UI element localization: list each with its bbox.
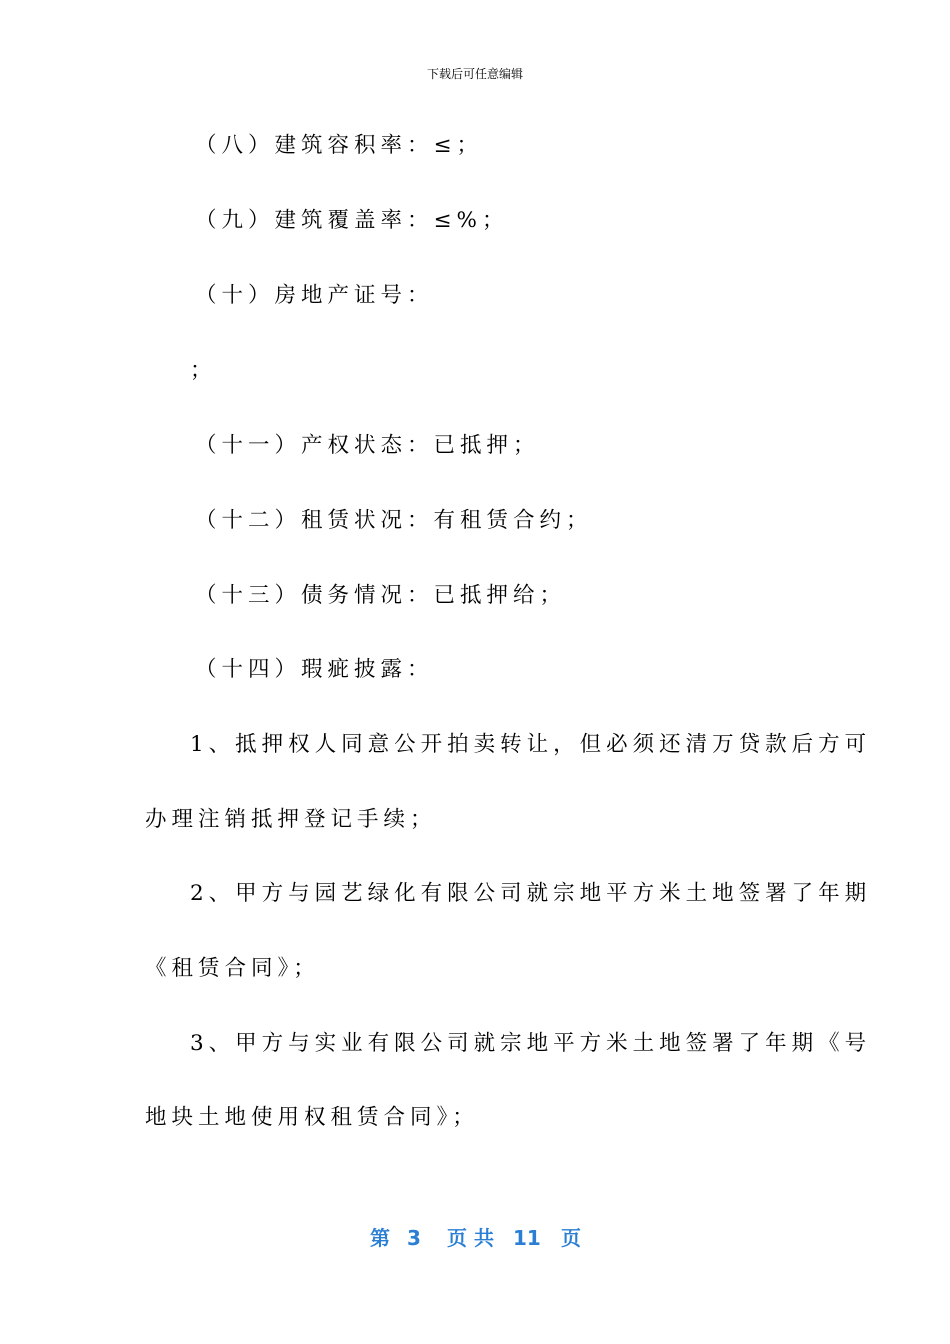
disclosure-item-1: 1、抵押权人同意公开拍卖转让，但必须还清万贷款后方可	[190, 732, 872, 757]
clause-11-property-status: （十一）产权状态：已抵押；	[195, 433, 540, 458]
page-header: 下载后可任意编辑	[426, 67, 523, 81]
footer-total-pages: 11	[513, 1226, 541, 1250]
clause-14-defect-disclosure: （十四）瑕疵披露：	[195, 657, 434, 682]
clause-10-property-certificate: （十）房地产证号：	[195, 283, 434, 308]
disclosure-item-3: 3、甲方与实业有限公司就宗地平方米土地签署了年期《号	[190, 1031, 872, 1056]
clause-10-continuation: ；	[190, 358, 217, 383]
footer-current-page: 3	[407, 1226, 421, 1250]
footer-di-label: 第	[370, 1226, 390, 1250]
clause-9-building-coverage: （九）建筑覆盖率：≤%；	[195, 208, 509, 233]
clause-13-debt-status: （十三）债务情况：已抵押给；	[195, 583, 567, 608]
footer-ye-gong-label: 页 共	[447, 1226, 494, 1250]
disclosure-item-3-continuation: 地块土地使用权租赁合同》；	[145, 1105, 479, 1130]
footer-ye-label: 页	[561, 1226, 581, 1250]
disclosure-item-2-continuation: 《租赁合同》；	[145, 956, 320, 981]
disclosure-item-2: 2、甲方与园艺绿化有限公司就宗地平方米土地签署了年期	[190, 881, 872, 906]
clause-8-floor-area-ratio: （八）建筑容积率：≤；	[195, 133, 484, 158]
disclosure-item-1-continuation: 办理注销抵押登记手续；	[145, 807, 437, 832]
clause-12-lease-status: （十二）租赁状况：有租赁合约；	[195, 508, 593, 533]
